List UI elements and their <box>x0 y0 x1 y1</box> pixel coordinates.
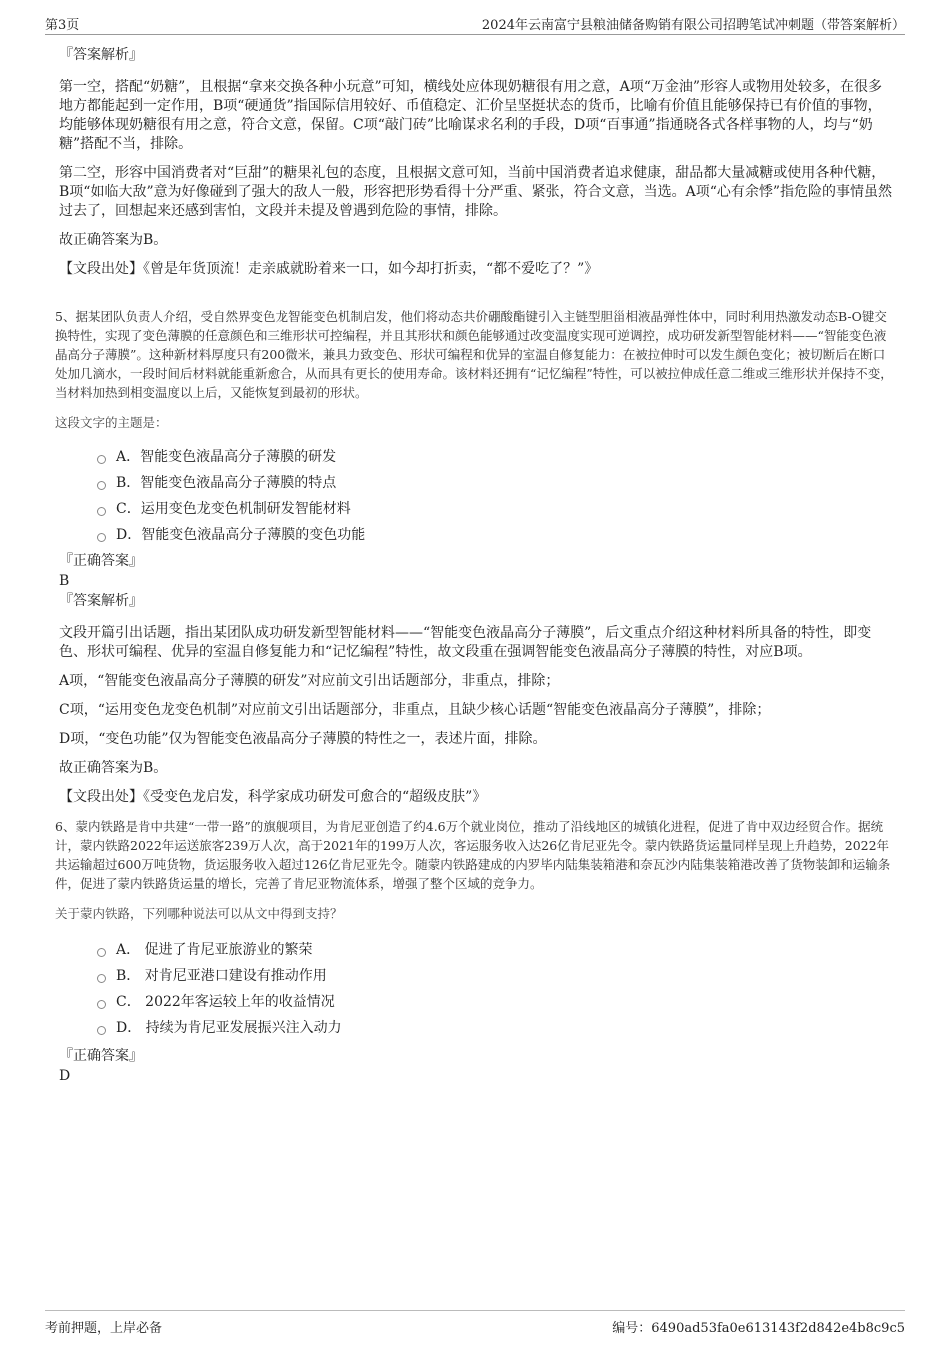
page-footer <box>45 1310 905 1341</box>
q5-options <box>55 444 895 548</box>
q4-analysis-label: 『答案解析』 <box>59 47 143 63</box>
q4-analysis-para2: 第二空，形容中国消费者对“巨甜”的糖果礼包的态度，且根据文意可知，当前中国消费者追求健康，甜品都大量减糖或使用各种代糖，B项“如临大敌”意为好像碰到了强大的敌人一般，形容把形势看得十分严重、紧张，符合文意，当选。A项“心有余悸”指危险的事情虽然过去了，回想起来还感到害怕，文段并未提及曾遇到危险的事情，排除。 <box>59 165 893 219</box>
radio-icon[interactable] <box>97 481 106 490</box>
q5-analysis-para2: A项，“智能变色液晶高分子薄膜的研发”对应前文引出话题部分，非重点，排除； <box>59 673 560 689</box>
q5-question: 5、据某团队负责人介绍，受自然界变色龙智能变色机制启发，他们将动态共价硼酸酯键引入主链型胆甾相液晶弹性体中，同时利用热激发动态B-O键交换特性，实现了变色薄膜的任意颜色和三维形状可控编程，并且其形状和颜色能够通过改变温度实现可逆调控，成功研发新型智能材料——“智能变色液晶高分子薄膜”。这种新材料厚度只有200微米，兼具力致变色、形状可编程和优异的室温自修复能力：在被拉伸时可以发生颜色变化；被切断后在断口处加几滴水，一段时间后材料就能重新愈合，从而具有更长的使用寿命。该材料还拥有“记忆编程”特性，可以被拉伸成任意二维或三维形状并保持不变，当材料加热到相变温度以上后，又能恢复到最初的形状。 <box>55 309 893 400</box>
q5-analysis-para4: D项，“变色功能”仅为智能变色液晶高分子薄膜的特性之一，表述片面，排除。 <box>59 731 547 747</box>
radio-icon[interactable] <box>97 455 106 464</box>
q6-prompt: 关于蒙内铁路，下列哪种说法可以从文中得到支持？ <box>55 906 343 921</box>
radio-icon[interactable] <box>97 948 106 957</box>
q5-answer-label: 『正确答案』 <box>59 553 143 569</box>
q5-conclusion: 故正确答案为B。 <box>59 760 168 776</box>
q4-analysis-para1: 第一空，搭配“奶糖”，且根据“拿来交换各种小玩意”可知，横线处应体现奶糖很有用之意，A项“万金油”形容人或物用处较多，在很多地方都能起到一定作用，B项“硬通货”指国际信用较好、币值稳定、汇价呈坚挺状态的货币，比喻有价值且能够保持已有价值的事物，均能够体现奶糖很有用之意，符合文意，保留。C项“敲门砖”比喻谋求名利的手段，D项“百事通”指通晓各式各样事物的人，均与“奶糖”搭配不当，排除。 <box>59 79 883 152</box>
q5-prompt: 这段文字的主题是： <box>55 415 168 430</box>
q5-analysis-para1: 文段开篇引出话题，指出某团队成功研发新型智能材料——“智能变色液晶高分子薄膜”，后文重点介绍这种材料所具备的特性，即变色、形状可编程、优异的室温自修复能力和“记忆编程”特性，故文段重在强调智能变色液晶高分子薄膜的特性，对应B项。 <box>59 625 872 660</box>
page-content <box>55 46 895 1087</box>
q4-source: 【文段出处】《曾是年货顶流！走亲戚就盼着来一口，如今却打折卖，“都不爱吃了？”》 <box>59 261 599 277</box>
q6-option-a[interactable]: A． 促进了肯尼亚旅游业的繁荣 <box>97 937 895 963</box>
q4-conclusion: 故正确答案为B。 <box>59 232 168 248</box>
q6-answer-label: 『正确答案』 <box>59 1048 143 1064</box>
page-header <box>45 0 905 35</box>
q5-option-a[interactable]: A．智能变色液晶高分子薄膜的研发 <box>97 444 895 470</box>
q6-answer: D <box>59 1068 71 1084</box>
q5-source: 【文段出处】《受变色龙启发，科学家成功研发可愈合的“超级皮肤”》 <box>59 789 487 805</box>
q6-options <box>55 937 895 1041</box>
q5-option-c[interactable]: C．运用变色龙变色机制研发智能材料 <box>97 496 895 522</box>
radio-icon[interactable] <box>97 1000 106 1009</box>
q6-option-b[interactable]: B． 对肯尼亚港口建设有推动作用 <box>97 963 895 989</box>
footer-slogan: 考前押题，上岸必备 <box>45 1321 163 1336</box>
q5-analysis-para3: C项，“运用变色龙变色机制”对应前文引出话题部分，非重点，且缺少核心话题“智能变色液晶高分子薄膜”，排除； <box>59 702 771 718</box>
q6-option-c[interactable]: C． 2022年客运较上年的收益情况 <box>97 989 895 1015</box>
page-number: 第3页 <box>45 18 80 33</box>
q5-answer: B <box>59 573 70 589</box>
radio-icon[interactable] <box>97 1026 106 1035</box>
q6-question: 6、蒙内铁路是肯中共建“一带一路”的旗舰项目，为肯尼亚创造了约4.6万个就业岗位，推动了沿线地区的城镇化进程，促进了肯中双边经贸合作。据统计，蒙内铁路2022年运送旅客239万人次，高于2021年的199万人次，客运服务收入达26亿肯尼亚先令。蒙内铁路货运量同样呈现上升趋势，2022年共运输超过600万吨货物，货运服务收入超过126亿肯尼亚先令。随蒙内铁路建成的内罗毕内陆集装箱港和奈瓦沙内陆集装箱港改善了货物装卸和运输条件，促进了蒙内铁路货运量的增长，完善了肯尼亚物流体系，增强了整个区域的竞争力。 <box>55 819 891 891</box>
q6-option-d[interactable]: D． 持续为肯尼亚发展振兴注入动力 <box>97 1015 895 1041</box>
q5-option-d[interactable]: D．智能变色液晶高分子薄膜的变色功能 <box>97 522 895 548</box>
radio-icon[interactable] <box>97 533 106 542</box>
document-title: 2024年云南富宁县粮油储备购销有限公司招聘笔试冲刺题（带答案解析） <box>481 18 905 33</box>
q5-option-b[interactable]: B．智能变色液晶高分子薄膜的特点 <box>97 470 895 496</box>
radio-icon[interactable] <box>97 507 106 516</box>
q5-analysis-label: 『答案解析』 <box>59 593 143 609</box>
radio-icon[interactable] <box>97 974 106 983</box>
footer-serial: 编号：6490ad53fa0e613143f2d842e4b8c9c5 <box>612 1321 905 1336</box>
